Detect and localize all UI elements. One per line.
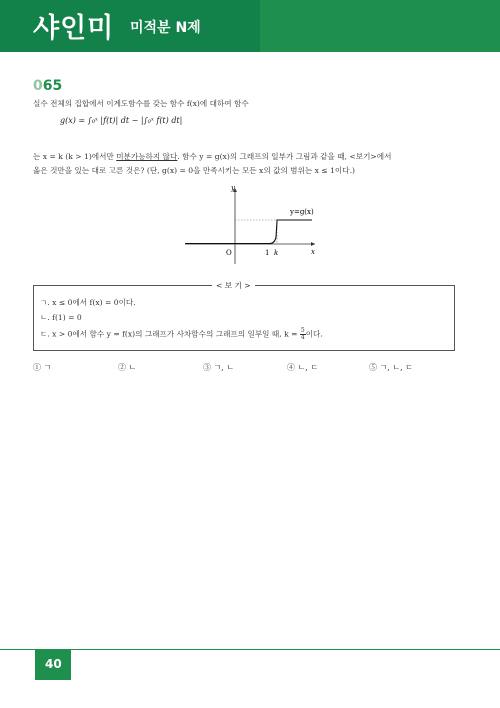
subject-title: 미적분 N제 xyxy=(130,20,201,36)
curve-label: y=g(x) xyxy=(290,208,314,216)
bogi-item-1: ㄱ. x ≤ 0에서 f(x) = 0이다. xyxy=(40,298,136,307)
fraction-numerator: 5 xyxy=(300,327,305,334)
g-curve xyxy=(185,220,312,244)
bogi-item-2: ㄴ. f(1) = 0 xyxy=(40,313,82,322)
footer-line xyxy=(0,649,500,650)
tick-label-1: 1 xyxy=(265,249,270,257)
question-formula: g(x) = ∫₀ˣ |f(t)| dt − |∫₀ˣ f(t) dt| xyxy=(60,116,183,125)
origin-label: O xyxy=(226,249,232,257)
bogi-item-3-end: 이다. xyxy=(305,329,323,339)
question-number-prefix: 0 xyxy=(33,78,43,94)
bogi-item-3 xyxy=(40,328,323,341)
choice-5[interactable]: ⑤ ㄱ, ㄴ, ㄷ xyxy=(369,363,413,372)
choice-4[interactable]: ④ ㄴ, ㄷ xyxy=(287,363,319,372)
choice-2[interactable]: ② ㄴ xyxy=(118,363,137,372)
fraction-denominator: 4 xyxy=(300,334,305,341)
question-line-3: 옳은 것만을 있는 대로 고른 것은? (단, g(x) = 0을 만족시키는 모든 x의 값의 범위는 x ≤ 1이다.) xyxy=(33,166,355,175)
question-line-2-pre: 는 x = k (k > 1)에서만 xyxy=(33,152,117,161)
question-number xyxy=(33,78,62,94)
function-graph xyxy=(180,182,325,267)
bogi-item-3-text: ㄷ. x > 0에서 함수 y = f(x)의 그래프가 사차함수의 그래프의 일부일 때, k = xyxy=(40,329,300,339)
question-line-2 xyxy=(33,151,391,162)
page-number: 40 xyxy=(45,657,62,671)
y-axis-label: y xyxy=(231,184,235,192)
page-header xyxy=(0,0,500,52)
choice-3[interactable]: ③ ㄱ, ㄴ xyxy=(203,363,235,372)
choice-1[interactable]: ① ㄱ xyxy=(33,363,52,372)
x-axis-label: x xyxy=(311,248,315,256)
question-line-2-underlined: 미분가능하지 않다 xyxy=(116,152,178,161)
question-line-2-post: . 함수 y = g(x)의 그래프의 일부가 그림과 같을 때, <보기>에서 xyxy=(177,152,392,161)
bogi-box xyxy=(33,285,455,351)
question-number-main: 65 xyxy=(42,78,63,94)
brand-title: 샤인미 xyxy=(33,13,115,44)
bogi-title: < 보 기 > xyxy=(212,280,255,291)
tick-label-k: k xyxy=(274,249,279,257)
question-line-1: 실수 전체의 집합에서 이계도함수를 갖는 함수 f(x)에 대하여 함수 xyxy=(33,99,249,108)
x-axis-arrow xyxy=(311,242,315,246)
